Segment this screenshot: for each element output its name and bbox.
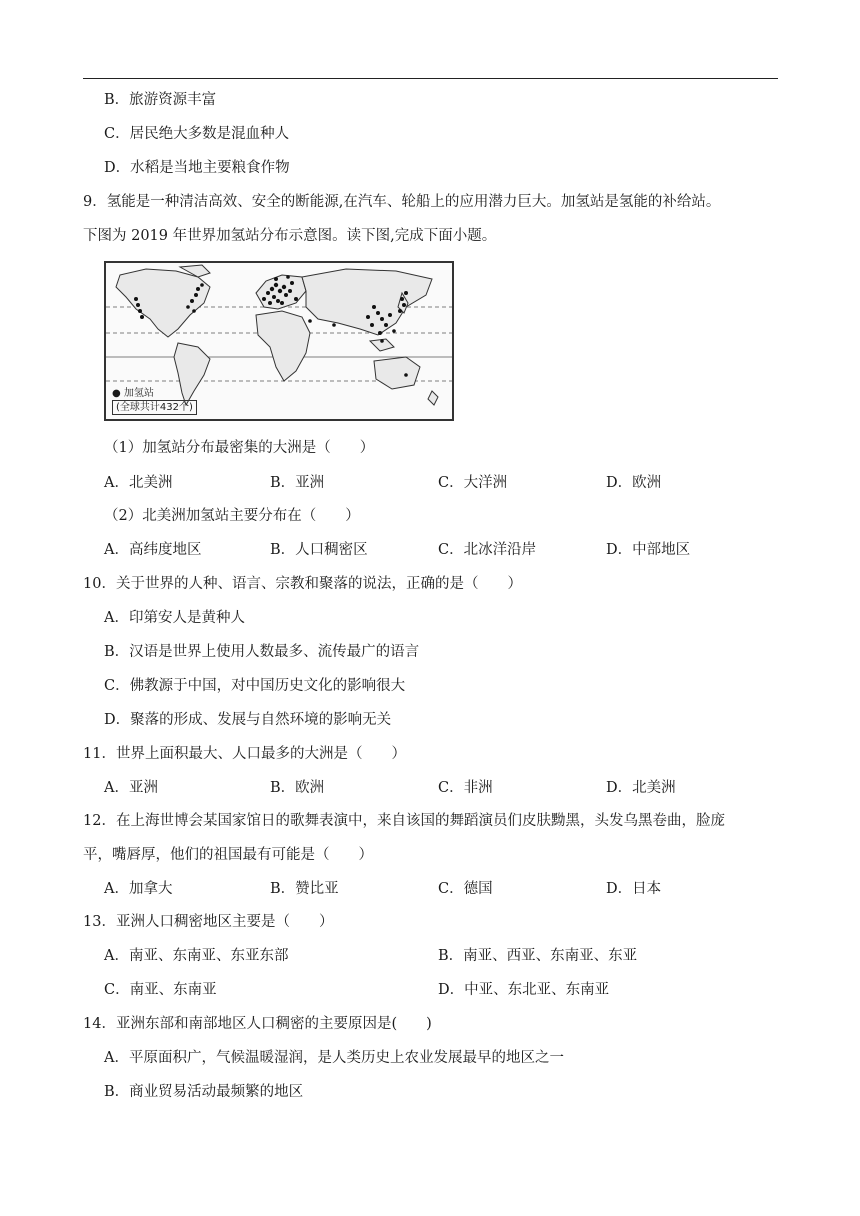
q9-sub1-option-b[interactable]: B．亚洲 bbox=[270, 475, 325, 491]
q10-option-c[interactable]: C．佛教源于中国，对中国历史文化的影响很大 bbox=[104, 678, 406, 694]
q12-stem-line2: 平，嘴唇厚，他们的祖国最有可能是（ ） bbox=[83, 847, 373, 863]
q8-option-b[interactable]: B．旅游资源丰富 bbox=[104, 92, 217, 108]
q11-stem: 11．世界上面积最大、人口最多的大洲是（ ） bbox=[83, 746, 406, 762]
q9-sub1-option-c[interactable]: C．大洋洲 bbox=[438, 475, 508, 491]
q9-sub1-option-a[interactable]: A．北美洲 bbox=[104, 475, 173, 491]
q9-sub1-option-d[interactable]: D．欧洲 bbox=[606, 475, 662, 491]
q9-stem-line1: 9．氢能是一种清洁高效、安全的断能源,在汽车、轮船上的应用潜力巨大。加氢站是氢能的补给站。 bbox=[83, 194, 721, 210]
q11-option-a[interactable]: A．亚洲 bbox=[104, 780, 158, 796]
q11-option-c[interactable]: C．非洲 bbox=[438, 780, 493, 796]
legend-label: ● 加氢站 bbox=[112, 388, 154, 399]
q9-sub2-option-c[interactable]: C．北冰洋沿岸 bbox=[438, 542, 537, 558]
q12-option-a[interactable]: A．加拿大 bbox=[104, 881, 173, 897]
q10-stem: 10．关于世界的人种、语言、宗教和聚落的说法，正确的是（ ） bbox=[83, 576, 522, 592]
q12-option-c[interactable]: C．德国 bbox=[438, 881, 493, 897]
map-legend bbox=[112, 387, 197, 415]
q11-option-b[interactable]: B．欧洲 bbox=[270, 780, 325, 796]
q9-sub2-question: （2）北美洲加氢站主要分布在（ ） bbox=[104, 508, 360, 524]
q13-option-b[interactable]: B．南亚、西亚、东南亚、东亚 bbox=[438, 948, 638, 964]
q13-option-d[interactable]: D．中亚、东北亚、东南亚 bbox=[438, 982, 610, 998]
legend-total: (全球共计432个) bbox=[112, 400, 197, 415]
q8-option-c[interactable]: C．居民绝大多数是混血种人 bbox=[104, 126, 290, 142]
q14-stem: 14．亚洲东部和南部地区人口稠密的主要原因是( ) bbox=[83, 1016, 432, 1032]
q10-option-b[interactable]: B．汉语是世界上使用人数最多、流传最广的语言 bbox=[104, 644, 420, 660]
q9-sub2-option-b[interactable]: B．人口稠密区 bbox=[270, 542, 368, 558]
q13-stem: 13．亚洲人口稠密地区主要是（ ） bbox=[83, 914, 334, 930]
q10-option-a[interactable]: A．印第安人是黄种人 bbox=[104, 610, 245, 626]
q12-stem-line1: 12．在上海世博会某国家馆日的歌舞表演中，来自该国的舞蹈演员们皮肤黝黑，头发乌黑卷曲，脸庞 bbox=[83, 813, 725, 829]
q11-option-d[interactable]: D．北美洲 bbox=[606, 780, 676, 796]
q13-option-c[interactable]: C．南亚、东南亚 bbox=[104, 982, 217, 998]
q14-option-b[interactable]: B．商业贸易活动最频繁的地区 bbox=[104, 1084, 304, 1100]
hydrogen-station-world-map bbox=[104, 261, 454, 421]
q8-option-d[interactable]: D．水稻是当地主要粮食作物 bbox=[104, 160, 290, 176]
q9-sub2-option-a[interactable]: A．高纬度地区 bbox=[104, 542, 202, 558]
q12-option-b[interactable]: B．赞比亚 bbox=[270, 881, 339, 897]
q12-option-d[interactable]: D．日本 bbox=[606, 881, 662, 897]
q9-stem-line2: 下图为 2019 年世界加氢站分布示意图。读下图,完成下面小题。 bbox=[83, 228, 497, 244]
q9-sub1-question: （1）加氢站分布最密集的大洲是（ ） bbox=[104, 440, 375, 456]
header-rule bbox=[83, 78, 778, 79]
q13-option-a[interactable]: A．南亚、东南亚、东亚东部 bbox=[104, 948, 289, 964]
q14-option-a[interactable]: A．平原面积广，气候温暖湿润，是人类历史上农业发展最早的地区之一 bbox=[104, 1050, 564, 1066]
q9-sub2-option-d[interactable]: D．中部地区 bbox=[606, 542, 691, 558]
q10-option-d[interactable]: D．聚落的形成、发展与自然环境的影响无关 bbox=[104, 712, 392, 728]
